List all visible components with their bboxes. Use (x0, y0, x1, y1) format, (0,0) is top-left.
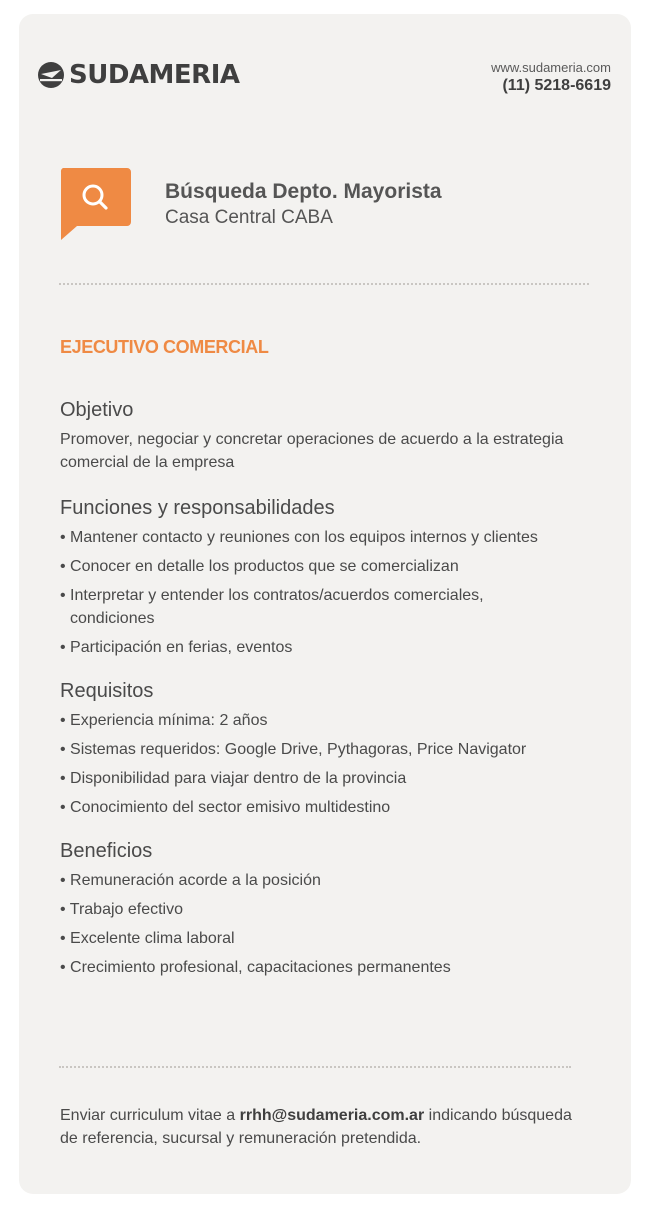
list-item: • Mantener contacto y reuniones con los equipos internos y clientes (60, 526, 620, 549)
search-icon (59, 168, 131, 242)
list-item: • Remuneración acorde a la posición (60, 869, 620, 892)
job-title: EJECUTIVO COMERCIAL (60, 337, 269, 357)
list-item: • Conocimiento del sector emisivo multidestino (60, 796, 620, 819)
list-item: • Crecimiento profesional, capacitaciones permanentes (60, 956, 620, 979)
search-heading (165, 178, 442, 230)
job-details (60, 396, 620, 997)
search-title: Búsqueda Depto. Mayorista (165, 180, 442, 203)
footer-prefix: Enviar curriculum vitae a (60, 1107, 240, 1124)
section-title-funciones: Funciones y responsabilidades (60, 497, 335, 519)
search-location: Casa Central CABA (165, 207, 333, 228)
list-item: • Excelente clima laboral (60, 927, 620, 950)
list-item: • Conocer en detalle los productos que se comercializan (60, 555, 620, 578)
requisitos-list (60, 709, 620, 819)
list-item: • Interpretar y entender los contratos/acuerdos comerciales, condiciones (60, 584, 540, 630)
sudameria-logo-icon (37, 61, 65, 89)
funciones-list (60, 526, 620, 659)
list-item: • Experiencia mínima: 2 años (60, 709, 620, 732)
section-requisitos (60, 677, 620, 819)
divider-bottom (59, 1066, 571, 1068)
section-title-objetivo: Objetivo (60, 399, 134, 421)
list-item: • Disponibilidad para viajar dentro de la provincia (60, 767, 620, 790)
footer-suffix: indicando búsqueda de referencia, sucursal y remuneración pretendida. (60, 1107, 572, 1147)
list-item: • Sistemas requeridos: Google Drive, Pythagoras, Price Navigator (60, 738, 620, 761)
brand-name: SUDAMERIA (69, 60, 240, 90)
section-title-beneficios: Beneficios (60, 840, 153, 862)
application-instructions (60, 1104, 590, 1150)
brand-logo (37, 60, 240, 90)
section-objetivo (60, 396, 620, 474)
objetivo-text: Promover, negociar y concretar operaciones de acuerdo a la estrategia comercial de la empresa (60, 431, 564, 471)
phone-number[interactable]: (11) 5218-6619 (502, 77, 611, 94)
divider-top (59, 283, 589, 285)
beneficios-list (60, 869, 620, 979)
job-posting-card (19, 14, 631, 1194)
website-link[interactable]: www.sudameria.com (491, 60, 611, 75)
contact-info (491, 60, 611, 96)
section-beneficios (60, 837, 620, 979)
contact-email[interactable]: rrhh@sudameria.com.ar (239, 1107, 425, 1124)
list-item: • Trabajo efectivo (60, 898, 620, 921)
section-funciones (60, 494, 620, 659)
section-title-requisitos: Requisitos (60, 680, 154, 702)
list-item: • Participación en ferias, eventos (60, 636, 620, 659)
